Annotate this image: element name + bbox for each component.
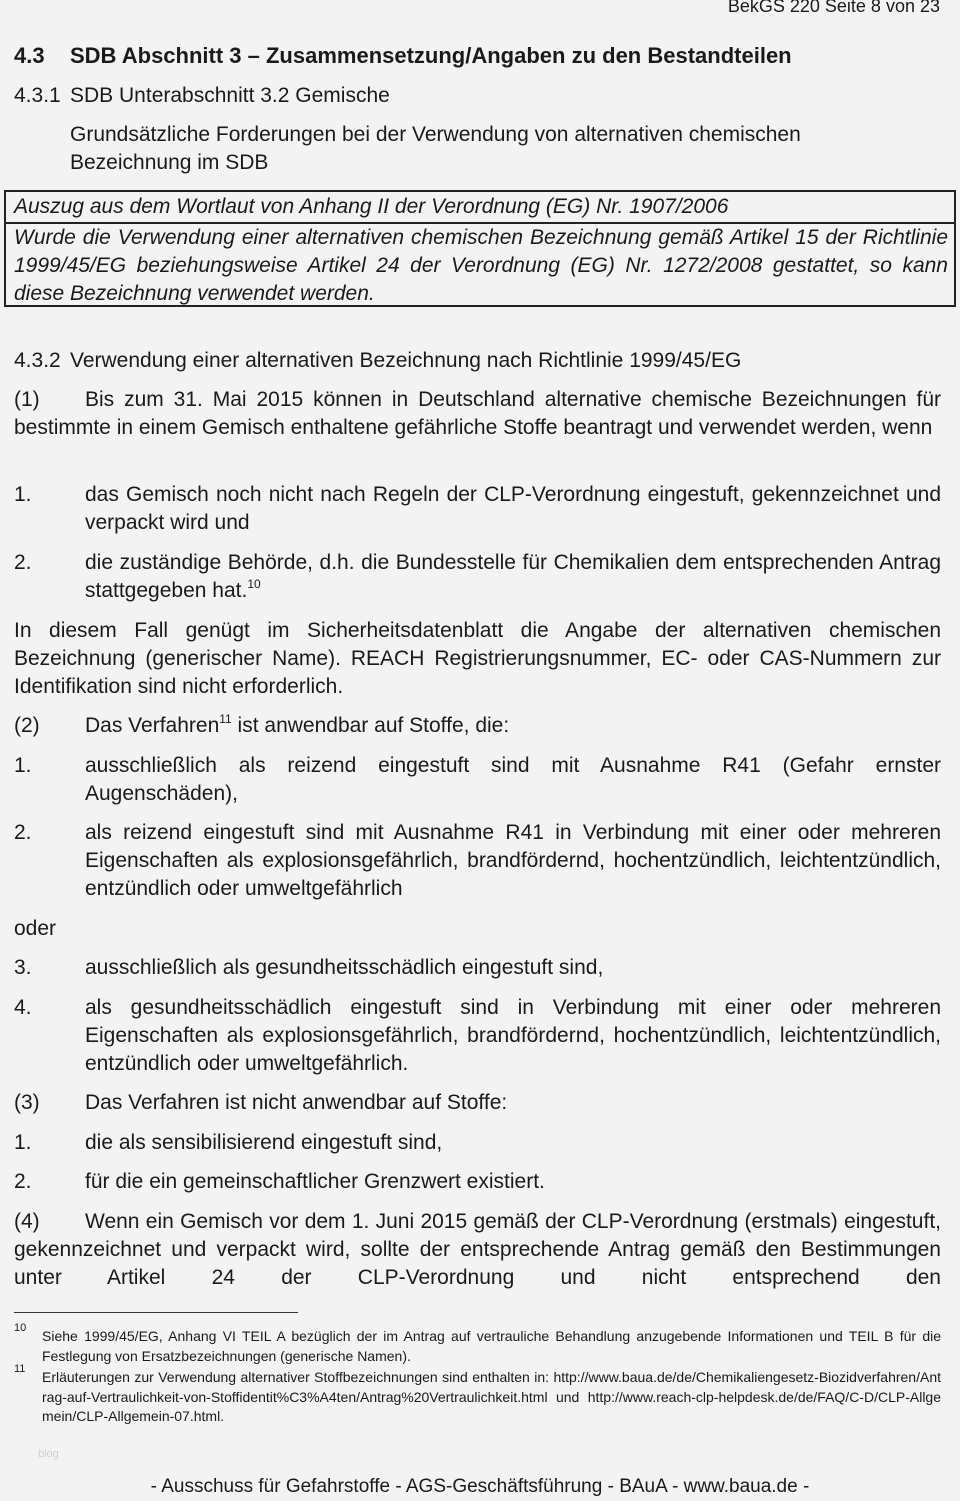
paragraph-label: (3) [14, 1091, 40, 1114]
page-header: BekGS 220 Seite 8 von 23 [727, 0, 940, 16]
list-text: ausschließlich als gesundheitsschädlich eingestuft sind, [85, 956, 604, 979]
paragraph-text: Das Verfahren ist nicht anwendbar auf Stoffe: [85, 1091, 508, 1114]
list-number: 2. [14, 551, 32, 574]
footnote-separator [14, 1312, 298, 1313]
section-heading-4-3-1 [14, 82, 390, 110]
list-text: die zuständige Behörde, d.h. die Bundesstelle für Chemikalien dem entsprechenden Antrag stattgegeben hat. [85, 551, 941, 602]
list-text: ausschließlich als reizend eingestuft sind mit Ausnahme R41 (Gefahr ernster Augenschäden), [85, 754, 941, 805]
footnote-ref[interactable]: 10 [247, 577, 261, 591]
heading-title: SDB Abschnitt 3 – Zusammensetzung/Angaben zu den Bestandteilen [70, 43, 792, 68]
list-item [14, 549, 941, 605]
section-heading-4-3-2 [14, 347, 741, 375]
list-text: für die ein gemeinschaftlicher Grenzwert existiert. [85, 1170, 545, 1193]
heading-number: 4.3 [14, 43, 45, 68]
heading-number: 4.3.2 [14, 349, 61, 372]
quote-box-body: Wurde die Verwendung einer alternativen chemischen Bezeichnung gemäß Artikel 15 der Richtlinie 1999/45/EG beziehungsweise Artikel 24 der Verordnung (EG) Nr. 1272/2008 gestattet, so kann diese Bezeichnung verwendet werden. [14, 226, 948, 305]
footnote-10: Siehe 1999/45/EG, Anhang VI TEIL A bezüglich der im Antrag auf vertrauliche Behandlung anzugebende Informationen und TEIL B für die Festlegung von Ersatzbezeichnungen (generische Namen). [42, 1328, 941, 1364]
paragraph-text: Bis zum 31. Mai 2015 können in Deutschland alternative chemische Bezeichnungen für bestimmte in einem Gemisch enthaltene gefährliche Stoffe beantragt und verwendet werden, wenn [14, 388, 941, 439]
list-item [14, 1168, 941, 1196]
footnote-number: 11 [14, 1363, 26, 1375]
list-number: 2. [14, 1170, 32, 1193]
list-number: 4. [14, 996, 32, 1019]
paragraph-text: Wenn ein Gemisch vor dem 1. Juni 2015 gemäß der CLP-Verordnung (erstmals) eingestuft, gekennzeichnet und verpackt wird, sollte der entsprechende Antrag gemäß den Bestimmungen unter Artikel 24 der CLP-Verordnung und nicht entsprechend den [14, 1210, 941, 1289]
subheading: Grundsätzliche Forderungen bei der Verwendung von alternativen chemischen Bezeichnung im SDB [70, 123, 801, 174]
paragraph: In diesem Fall genügt im Sicherheitsdatenblatt die Angabe der alternativen chemischen Bezeichnung (generischer Name). REACH Registrierungsnummer, EC- oder CAS-Nummern zur Identifikation sind nicht erforderlich. [14, 619, 941, 698]
paragraph-label: (4) [14, 1210, 40, 1233]
footnote-ref[interactable]: 11 [219, 712, 232, 726]
heading-title: Verwendung einer alternativen Bezeichnung nach Richtlinie 1999/45/EG [70, 349, 742, 372]
heading-number: 4.3.1 [14, 84, 61, 107]
paragraph-label: (2) [14, 714, 40, 737]
paragraph-1 [14, 386, 941, 442]
page-footer: - Ausschuss für Gefahrstoffe - AGS-Geschäftsführung - BAuA - www.baua.de - [150, 1476, 810, 1497]
paragraph-2 [14, 712, 941, 740]
list-number: 1. [14, 483, 32, 506]
list-item [14, 1129, 941, 1157]
footnote-11: Erläuterungen zur Verwendung alternativer Stoffbezeichnungen sind enthalten in: http://www.baua.de/de/Chemikaliengesetz-Biozidverfahren/Antrag-auf-Vertraulichkeit-von-Stoffidentit%C3%A4ten/Antrag%20Vertraulichkeit.html und http://www.reach-clp-helpdesk.de/de/FAQ/C-D/CLP-Allgemein/CLP-Allgemein-07.html. [42, 1369, 941, 1424]
list-text: als reizend eingestuft sind mit Ausnahme R41 in Verbindung mit einer oder mehreren Eigenschaften als explosionsgefährlich, brandfördernd, hochentzündlich, leichtentzündlich, entzündlich oder umweltgefährlich [85, 821, 941, 900]
list-item [14, 481, 941, 537]
paragraph-text: ist anwendbar auf Stoffe, die: [231, 714, 510, 737]
paragraph-4 [14, 1208, 941, 1292]
paragraph-3 [14, 1089, 941, 1117]
list-number: 1. [14, 1131, 32, 1154]
heading-title: SDB Unterabschnitt 3.2 Gemische [70, 84, 390, 107]
quote-box-title: Auszug aus dem Wortlaut von Anhang II der Verordnung (EG) Nr. 1907/2006 [14, 195, 729, 218]
list-item [14, 954, 941, 982]
list-item [14, 819, 941, 903]
paragraph-label: (1) [14, 388, 40, 411]
oder-text: oder [14, 917, 57, 940]
list-number: 3. [14, 956, 32, 979]
quote-box [4, 190, 956, 307]
list-number: 1. [14, 754, 32, 777]
section-heading-4-3 [14, 42, 792, 70]
list-text: die als sensibilisierend eingestuft sind, [85, 1131, 443, 1154]
list-text: als gesundheitsschädlich eingestuft sind in Verbindung mit einer oder mehreren Eigenschaften als explosionsgefährlich, brandfördernd, hochentzündlich, leichtentzündlich, entzündlich oder umweltgefährlich. [85, 996, 941, 1075]
paragraph-text: Das Verfahren [85, 714, 220, 737]
list-item [14, 752, 941, 808]
list-text: das Gemisch noch nicht nach Regeln der CLP-Verordnung eingestuft, gekennzeichnet und verpackt wird und [85, 483, 941, 534]
list-number: 2. [14, 821, 32, 844]
footnote-number: 10 [14, 1322, 27, 1334]
watermark: blog [38, 1448, 59, 1460]
list-item [14, 994, 941, 1078]
